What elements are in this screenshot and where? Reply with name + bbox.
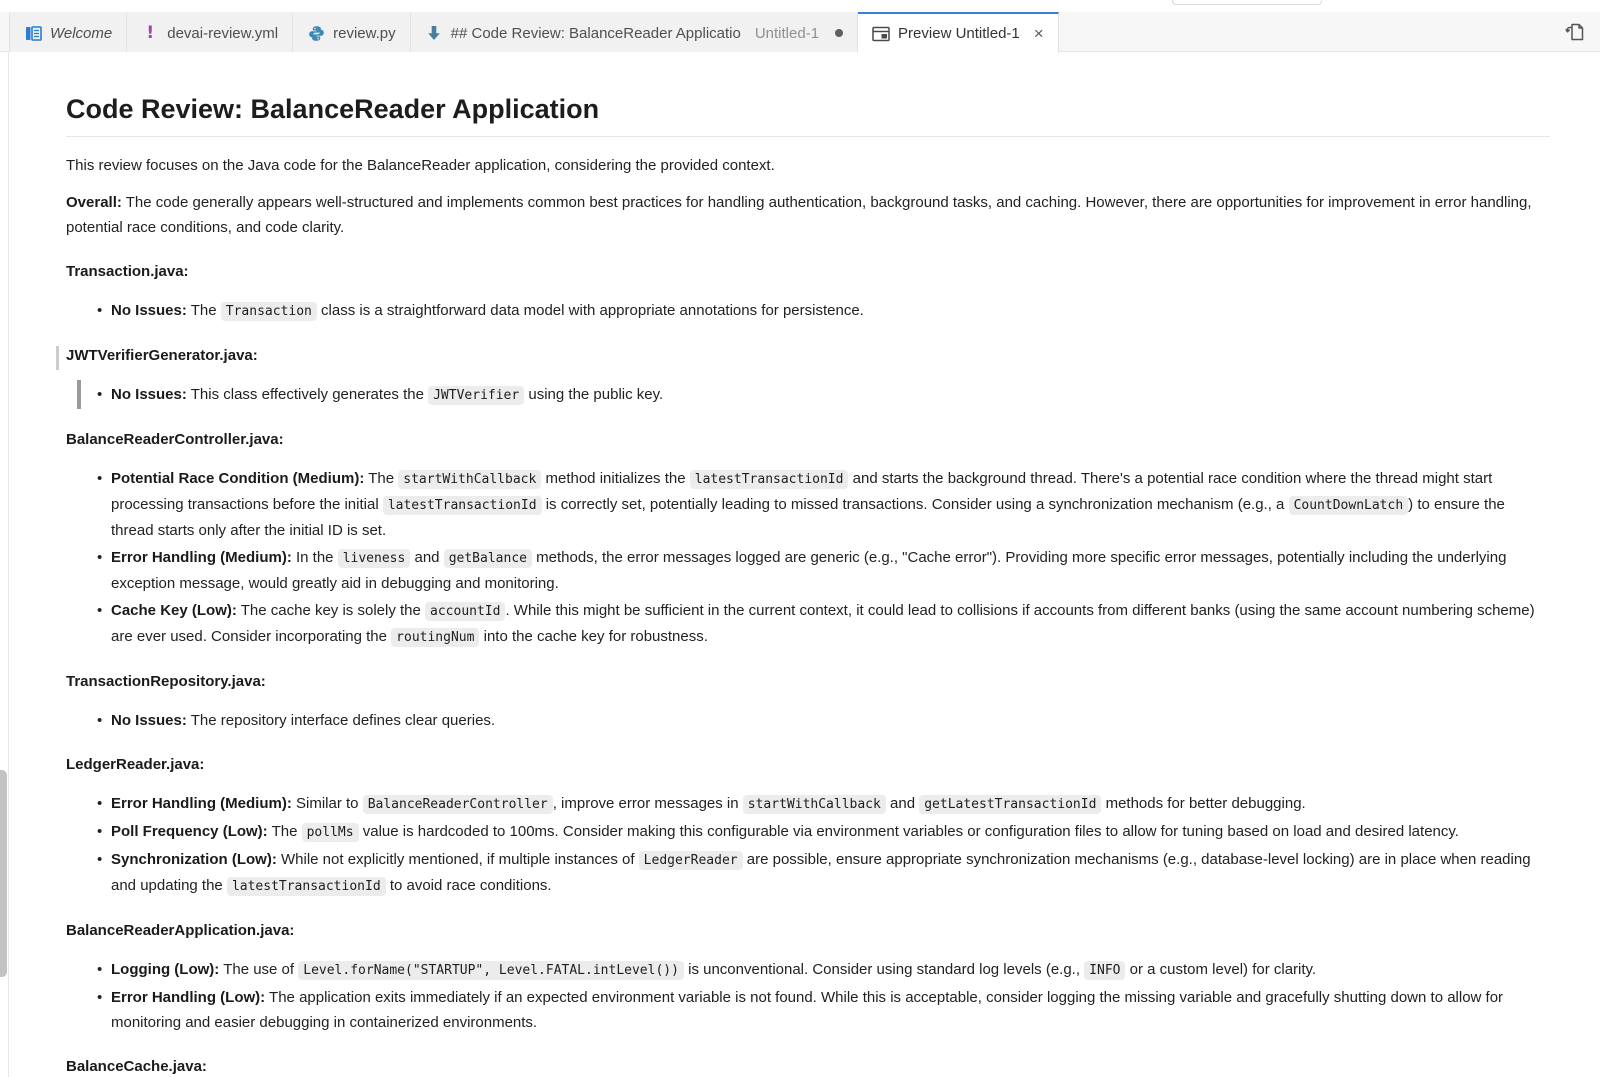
inline-code: INFO <box>1084 961 1125 980</box>
editor-area <box>0 52 1600 1077</box>
list-item: • Error Handling (Medium): In the liveness and getBalance methods, the error messages logged are generic (e.g., "Cache error"). Providing more specific error messages, potentially including the underlying exception message, would greatly aid in debugging and monitoring. <box>111 545 1550 596</box>
tab-label: Welcome <box>50 24 113 42</box>
markdown-down-arrow-icon <box>425 24 443 42</box>
floating-widget-edge <box>1172 0 1322 5</box>
list-item: • No Issues: The Transaction class is a straightforward data model with appropriate annotations for persistence. <box>111 298 1550 324</box>
inline-code: startWithCallback <box>743 795 886 814</box>
list-item: • Error Handling (Low): The application exits immediately if an expected environment variable is not found. While this is acceptable, consider logging the missing variable and gracefully shutting down to allow for monitoring and easier debugging in containerized environments. <box>111 985 1550 1035</box>
issue-list-balancereadercontroller <box>66 466 1550 650</box>
inline-code: accountId <box>425 602 505 621</box>
inline-code: pollMs <box>302 823 359 842</box>
tab-bar <box>0 12 1600 52</box>
overall-paragraph: Overall: The code generally appears well-structured and implements common best practices for handling authentication, background tasks, and caching. However, there are opportunities for improvement in error handling, potential race conditions, and code clarity. <box>66 194 1532 236</box>
list-item: • Poll Frequency (Low): The pollMs value is hardcoded to 100ms. Consider making this configurable via environment variables or configuration files to allow for tuning based on load and desired latency. <box>111 819 1550 845</box>
selection-marker <box>56 346 59 370</box>
tab-label: devai-review.yml <box>167 24 279 42</box>
python-icon <box>307 24 325 42</box>
inline-code: getLatestTransactionId <box>919 795 1101 814</box>
section-heading-balancecache: BalanceCache.java: <box>66 1058 207 1075</box>
tab-welcome[interactable] <box>9 12 127 52</box>
list-item: • Potential Race Condition (Medium): The startWithCallback method initializes the latestTransactionId and starts the background thread. There's a potential race condition where the thread might start processing transactions before the initial latestTransactionId is correctly set, potentially leading to missed transactions. Consider using a synchronization mechanism (e.g., a CountDownLatch ) to ensure the thread starts only after the initial ID is set. <box>111 466 1550 543</box>
issue-list-transaction <box>66 298 1550 324</box>
issue-list-ledgerreader <box>66 791 1550 899</box>
yaml-warning-icon: ! <box>146 23 155 43</box>
tab-preview[interactable] <box>858 12 1059 53</box>
inline-code: startWithCallback <box>398 470 541 489</box>
intro-paragraph: This review focuses on the Java code for the BalanceReader application, considering the provided context. <box>66 157 775 174</box>
section-heading-jwtverifiergenerator <box>66 343 1550 368</box>
inline-code: JWTVerifier <box>428 386 524 405</box>
issue-list-jwtverifiergenerator <box>66 382 1550 408</box>
section-heading-balancereaderapplication: BalanceReaderApplication.java: <box>66 922 295 939</box>
modified-dot-icon <box>835 29 843 37</box>
list-item: • Cache Key (Low): The cache key is solely the accountId . While this might be sufficient in the current context, it could lead to collisions if accounts from different banks (using the same account numbering scheme) are ever used. Consider incorporating the routingNum into the cache key for robustness. <box>111 598 1550 650</box>
inline-code: latestTransactionId <box>690 470 849 489</box>
split-editor-icon[interactable] <box>1564 21 1586 43</box>
section-heading-text: JWTVerifierGenerator.java: <box>66 347 258 364</box>
list-item: • No Issues: The repository interface defines clear queries. <box>111 708 1550 733</box>
section-heading-transactionrepository: TransactionRepository.java: <box>66 673 266 690</box>
section-heading-balancereadercontroller: BalanceReaderController.java: <box>66 431 284 448</box>
section-heading-ledgerreader: LedgerReader.java: <box>66 756 205 773</box>
list-item: • Synchronization (Low): While not explicitly mentioned, if multiple instances of LedgerReader are possible, ensure appropriate synchronization mechanisms (e.g., database-level locking) are in place when reading and updating the latestTransactionId to avoid race conditions. <box>111 847 1550 899</box>
inline-code: routingNum <box>391 628 479 647</box>
tab-bar-empty-space <box>1059 12 1564 52</box>
issue-list-balancereaderapplication <box>66 957 1550 1035</box>
list-item-text: No Issues: This class effectively generates the JWTVerifier using the public key. <box>111 386 664 403</box>
inline-code: liveness <box>338 549 411 568</box>
tab-label: Preview Untitled-1 <box>898 25 1020 42</box>
issue-list-transactionrepository <box>66 708 1550 733</box>
welcome-book-icon <box>24 24 42 42</box>
inline-code: Level.forName("STARTUP", Level.FATAL.intLevel()) <box>298 961 684 980</box>
tab-devai-review-yml[interactable] <box>127 12 293 52</box>
tab-code-review-md[interactable] <box>411 12 858 52</box>
markdown-preview <box>9 52 1600 1077</box>
inline-code: getBalance <box>444 549 532 568</box>
window-top-strip <box>0 0 1600 12</box>
inline-code: LedgerReader <box>639 851 743 870</box>
section-heading-transaction: Transaction.java: <box>66 263 189 280</box>
inline-code: latestTransactionId <box>383 496 542 515</box>
inline-code: latestTransactionId <box>227 877 386 896</box>
tab-secondary-label: Untitled-1 <box>754 24 820 42</box>
list-item: • Logging (Low): The use of Level.forName("STARTUP", Level.FATAL.intLevel()) is unconventional. Consider using standard log levels (e.g., INFO or a custom level) for clarity. <box>111 957 1550 983</box>
editor-actions <box>1564 12 1600 52</box>
tab-label: ## Code Review: BalanceReader Applicatio <box>450 24 741 42</box>
left-scrollbar-thumb[interactable] <box>0 770 7 977</box>
page-title: Code Review: BalanceReader Application <box>66 94 1550 137</box>
list-item <box>111 382 1550 408</box>
selection-marker <box>77 380 81 409</box>
inline-code: BalanceReaderController <box>363 795 553 814</box>
list-item: • Error Handling (Medium): Similar to BalanceReaderController , improve error messages in startWithCallback and getLatestTransactionId methods for better debugging. <box>111 791 1550 817</box>
preview-icon <box>872 25 890 43</box>
tab-label: review.py <box>333 24 396 42</box>
close-icon[interactable]: × <box>1033 24 1044 43</box>
inline-code: Transaction <box>221 302 317 321</box>
tab-review-py[interactable] <box>293 12 411 52</box>
inline-code: CountDownLatch <box>1289 496 1409 515</box>
